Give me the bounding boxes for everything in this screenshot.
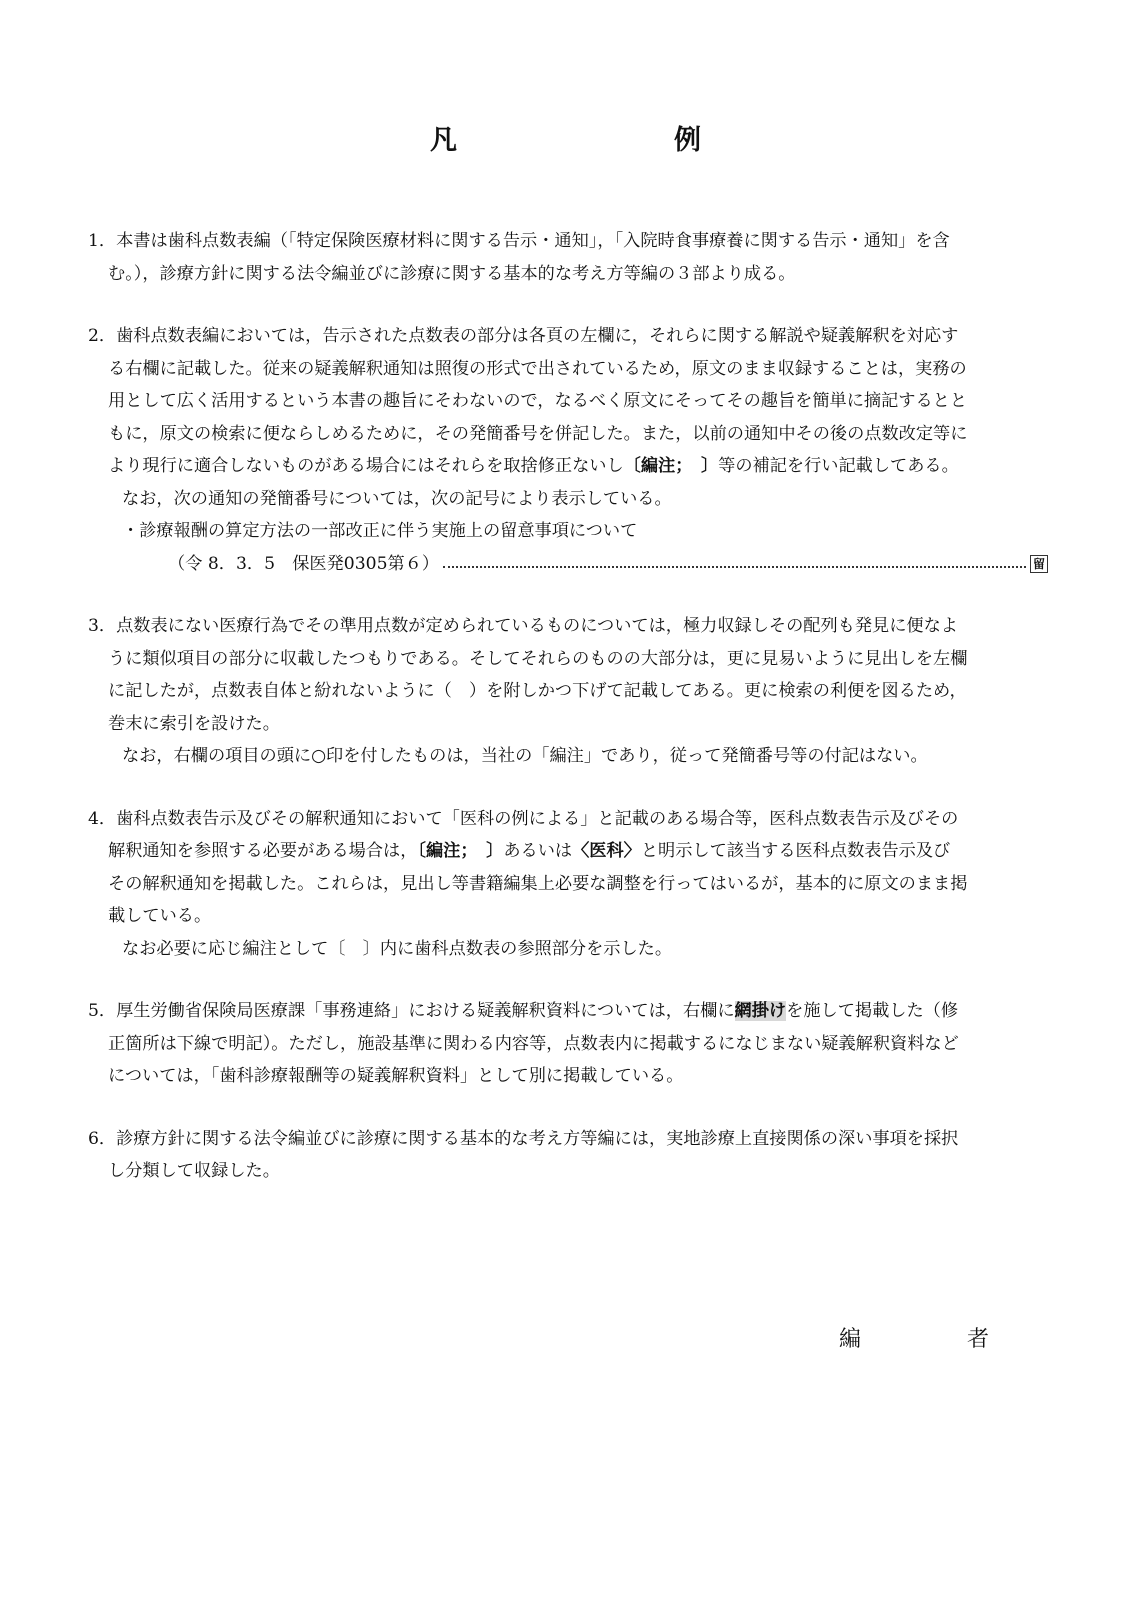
paragraph-line: 3．点数表にない医療行為でその準用点数が定められているものについては，極力収録しその配列も発見に便なよ <box>88 616 958 636</box>
paragraph-line: 巻末に索引を設けた。 <box>108 713 280 734</box>
note-line: なお，右欄の項目の頭に○印を付したものは，当社の「編注」であり，従って発簡番号等の付記はない。 <box>122 746 928 766</box>
paragraph-line <box>88 835 1048 868</box>
paragraph-line: 用として広く活用するという本書の趣旨にそわないので，なるべく原文にそってその趣旨を簡単に摘記するとと <box>108 391 968 411</box>
notice-number: （令 8．3．5 保医発0305第６） <box>168 553 440 574</box>
dot-leader <box>443 566 1026 568</box>
paragraph-line: む。），診療方針に関する法令編並びに診療に関する基本的な考え方等編の３部より成る。 <box>108 263 796 284</box>
note-line: なお，次の通知の発簡番号については，次の記号により表示している。 <box>122 488 672 509</box>
text-run: を施して掲載した（修 <box>786 1001 959 1021</box>
text-run: より現行に適合しないものがある場合にはそれらを取捨修正ないし <box>108 456 624 476</box>
shaded-term: 網掛け <box>734 1001 787 1021</box>
paragraph-line: 載している。 <box>108 906 212 926</box>
page-title: 凡 例 <box>430 125 796 156</box>
text-run: 5．厚生労働省保険局医療課「事務連絡」における疑義解釈資料については，右欄に <box>88 1001 735 1021</box>
editor-note-bracket: 〔編注； 〕 <box>623 456 719 476</box>
paragraph-line: 6．診療方針に関する法令編並びに診療に関する基本的な考え方等編には，実地診療上直接関係の深い事項を採択 <box>88 1128 959 1149</box>
paragraph-line: もに，原文の検索に便ならしめるために，その発簡番号を併記した。また，以前の通知中その後の点数改定等に <box>108 423 968 444</box>
bullet-line: ・診療報酬の算定方法の一部改正に伴う実施上の留意事項について <box>122 521 638 541</box>
paragraph-line: 1．本書は歯科点数表編（「特定保険医療材料に関する告示・通知」，「入院時食事療養に関する告示・通知」を含 <box>88 231 950 251</box>
document-body <box>88 225 1048 1218</box>
paragraph-line: うに類似項目の部分に収載したつもりである。そしてそれらのものの大部分は，更に見易いように見出しを左欄 <box>108 648 968 669</box>
note-line: なお必要に応じ編注として〔 〕内に歯科点数表の参照部分を示した。 <box>122 938 673 959</box>
paragraph-line <box>88 450 1048 483</box>
paragraph-line: に記したが，点数表自体と紛れないように（ ）を附しかつ下げて記載してある。更に検索の利便を図るため， <box>108 681 967 701</box>
editor-note-bracket: 〔編注； 〕 <box>417 841 504 861</box>
paragraph-line: 2．歯科点数表編においては，告示された点数表の部分は各頁の左欄に，それらに関する解説や疑義解釈を対応す <box>88 326 959 346</box>
paragraph-line: 4．歯科点数表告示及びその解釈通知において「医科の例による」と記載のある場合等，医科点数表告示及びその <box>88 808 959 829</box>
paragraph-6 <box>88 1123 1048 1188</box>
text-run: と明示して該当する医科点数表告示及び <box>640 841 951 861</box>
paragraph-line: その解釈通知を掲載した。これらは，見出し等書籍編集上必要な調整を行ってはいるが，基本的に原文のまま掲 <box>108 873 968 894</box>
paragraph-1 <box>88 225 1048 290</box>
paragraph-line: る右欄に記載した。従来の疑義解釈通知は照復の形式で出されているため，原文のまま収録することは，実務の <box>108 358 967 379</box>
abbreviation-mark: 留 <box>1030 555 1048 573</box>
paragraph-line: については，「歯科診療報酬等の疑義解釈資料」として別に掲載している。 <box>108 1066 684 1086</box>
paragraph-line: 正箇所は下線で明記）。ただし，施設基準に関わる内容等，点数表内に掲載するになじまない疑義解釈資料など <box>108 1033 959 1054</box>
paragraph-4 <box>88 803 1048 966</box>
paragraph-line <box>88 995 1048 1028</box>
paragraph-5 <box>88 995 1048 1093</box>
medical-bracket: 〈医科〉 <box>572 841 641 861</box>
editor-signature: 編 者 <box>838 1327 1031 1352</box>
paragraph-3 <box>88 610 1048 773</box>
text-run: あるいは <box>503 841 573 861</box>
text-run: 解釈通知を参照する必要がある場合は， <box>108 841 418 861</box>
paragraph-line: し分類して収録した。 <box>108 1161 280 1181</box>
notice-reference <box>88 548 1048 581</box>
text-run: 等の補記を行い記載してある。 <box>718 456 959 476</box>
paragraph-2 <box>88 320 1048 580</box>
